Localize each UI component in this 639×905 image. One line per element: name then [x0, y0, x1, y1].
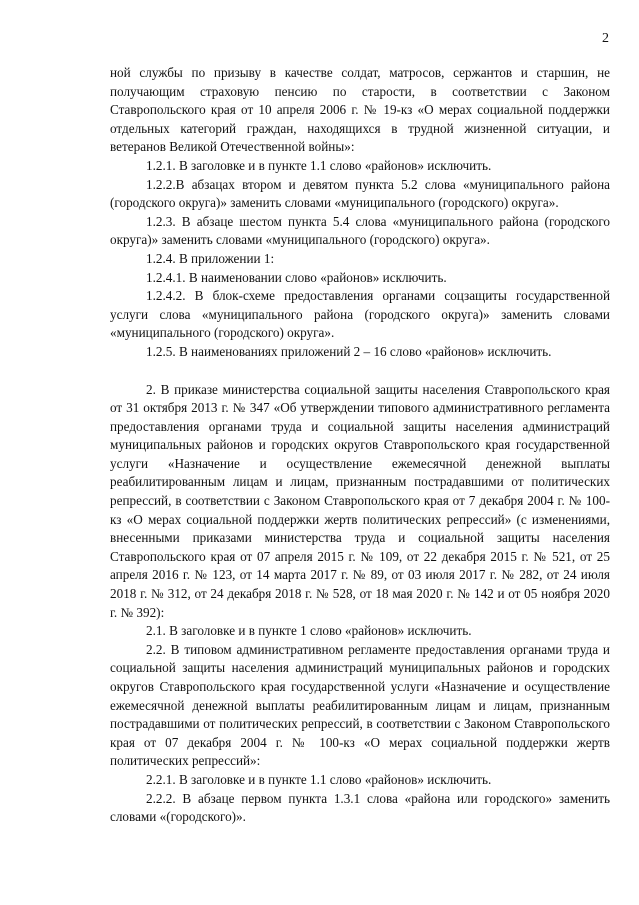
paragraph-2-1: 2.1. В заголовке и в пункте 1 слово «районов» исключить. — [146, 623, 472, 639]
page-number: 2 — [602, 31, 609, 46]
paragraph-1-2-1: 1.2.1. В заголовке и в пункте 1.1 слово «районов» исключить. — [146, 157, 492, 173]
paragraph-2-2-1: 2.2.1. В заголовке и в пункте 1.1 слово «районов» исключить. — [146, 771, 492, 787]
paragraph-2: 2. В приказе министерства социальной защиты населения Ставропольского края от 31 октября 2013 г. № 347 «Об утверждении типового административного регламента предоставления органами труда и социальной защиты населения администраций муниципальных районов и городских округов Ставропольского края государственной услуги «Назначение и осуществление ежемесячной денежной выплаты реабилитированным лицам и лицам, признанным пострадавшими от политических репрессий, в соответствии с Законом Ставропольского края от 7 декабря 2004 г. № 100-кз «О мерах социальной поддержки жертв политических репрессий» (с изменениями, внесенными приказами министерства труда и социальной защиты населения Ставропольского края от 07 апреля 2015 г. № 109, от 22 декабря 2015 г. № 521, от 25 апреля 2016 г. № 123, от 14 марта 2017 г. № 89, от 03 июля 2017 г. № 282, от 24 июля 2018 г. № 312, от 24 декабря 2018 г. № 528, от 18 мая 2020 г. № 142 и от 05 ноября 2020 г. № 392): — [110, 381, 610, 620]
paragraph-1-2-5: 1.2.5. В наименованиях приложений 2 – 16 слово «районов» исключить. — [146, 343, 552, 359]
paragraph-1-2-4-1: 1.2.4.1. В наименовании слово «районов» исключить. — [146, 269, 447, 285]
paragraph-continuation: ной службы по призыву в качестве солдат, матросов, сержантов и старшин, не получающим страховую пенсию по старости, в соответствии с Законом Ставропольского края от 10 апреля 2006 г. № 19-кз «О мерах социальной поддержки отдельных категорий граждан, находящихся в трудной жизненной ситуации, и ветеранов Великой Отечественной войны»: — [110, 65, 610, 155]
paragraph-2-2: 2.2. В типовом административном регламенте предоставления органами труда и социальной защиты населения администраций муниципальных районов и городских округов Ставропольского края государственной услуги «Назначение и осуществление ежемесячной денежной выплаты реабилитированным лицам и лицам, признанным пострадавшими от политических репрессий, в соответствии с Законом Ставропольского края от 07 декабря 2004 г. № 100-кз «О мерах социальной поддержки жертв политических репрессий»: — [110, 641, 610, 769]
paragraph-2-2-2: 2.2.2. В абзаце первом пункта 1.3.1 слова «района или городского» заменить словами «(городского)». — [110, 790, 610, 825]
paragraph-1-2-3: 1.2.3. В абзаце шестом пункта 5.4 слова «муниципального района (городского округа)» заменить словами «муниципального (городского) округа». — [110, 213, 610, 248]
paragraph-1-2-2: 1.2.2.В абзацах втором и девятом пункта 5.2 слова «муниципального района (городского округа)» заменить словами «муниципального (городского) округа». — [110, 176, 610, 211]
paragraph-1-2-4-2: 1.2.4.2. В блок-схеме предоставления органами соцзащиты государственной услуги слова «муниципального района (городского округа)» заменить словами «муниципального (городского) округа». — [110, 288, 610, 341]
paragraph-1-2-4: 1.2.4. В приложении 1: — [146, 250, 275, 266]
document-body — [110, 64, 610, 827]
paragraph-gap — [110, 362, 610, 381]
